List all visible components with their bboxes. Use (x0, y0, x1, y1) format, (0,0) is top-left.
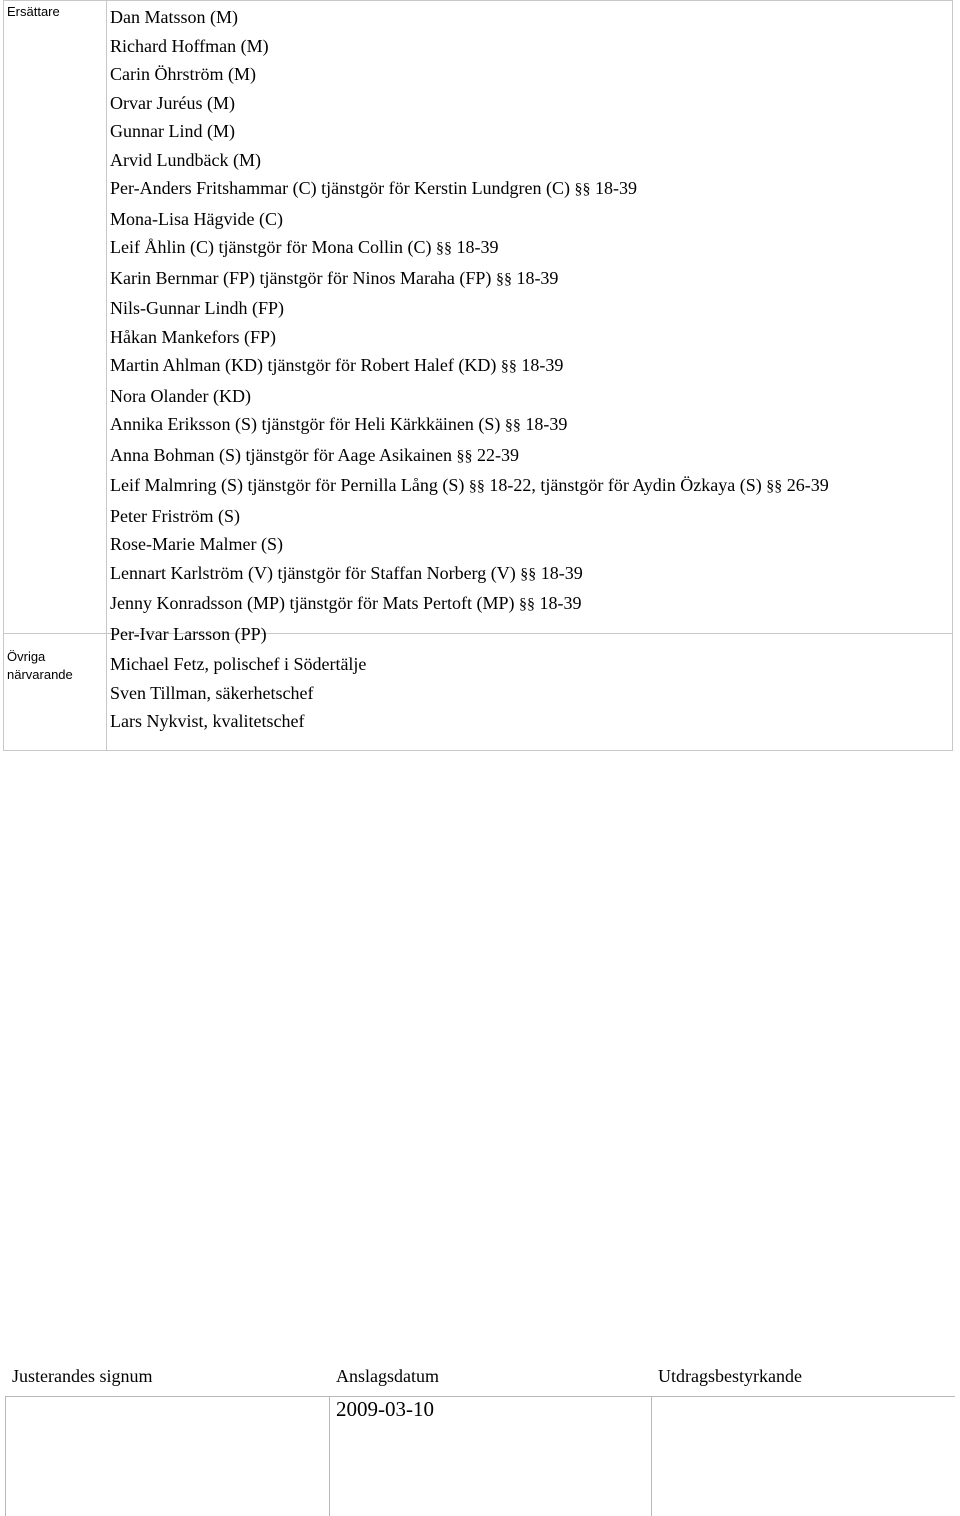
ersattare-item (110, 89, 952, 118)
ovriga-label-line2: närvarande (7, 667, 73, 682)
line-text: Per-Ivar Larsson (PP) (110, 623, 267, 644)
ersattare-item (110, 323, 952, 352)
ersattare-item (110, 589, 952, 620)
line-text: Dan Matsson (M) (110, 7, 238, 27)
ovriga-label-line1: Övriga (7, 649, 46, 664)
ersattare-item (110, 294, 952, 323)
ersattare-item (110, 441, 952, 472)
line-text: Orvar Juréus (M) (110, 92, 235, 113)
justerandes-signum-label: Justerandes signum (12, 1366, 153, 1386)
line-text: Anna Bohman (S) tjänstgör för Aage Asikainen (110, 444, 452, 465)
ovriga-label (4, 634, 107, 750)
ovriga-item (110, 679, 952, 708)
section-symbol: §§ (468, 478, 485, 495)
section-symbol: §§ (504, 417, 521, 434)
line-paragraphs: 18-39 (539, 593, 582, 613)
line-text: Rose-Marie Malmer (S) (110, 534, 283, 554)
line-text: Lars Nykvist, kvalitetschef (110, 711, 305, 731)
ovriga-item (110, 650, 952, 679)
line-paragraphs: 18-39 (521, 355, 564, 375)
line-paragraphs: 18-39 (456, 237, 499, 257)
signature-column-1 (5, 1397, 6, 1516)
section-symbol: §§ (456, 447, 473, 465)
line-text: Annika Eriksson (S) tjänstgör för Heli Kärkkäinen (S) (110, 414, 501, 434)
ersattare-item (110, 530, 952, 559)
line-text: Karin Bernmar (FP) tjänstgör för Ninos Maraha (FP) (110, 267, 492, 288)
line-text: Nils-Gunnar Lindh (FP) (110, 298, 284, 318)
section-symbol: §§ (518, 596, 535, 613)
line-text: Gunnar Lind (M) (110, 121, 235, 141)
ovriga-row (3, 633, 953, 751)
line-paragraphs: 26-39 (786, 475, 829, 495)
line-text: Jenny Konradsson (MP) tjänstgör för Mats Pertoft (MP) (110, 593, 515, 613)
ersattare-item (110, 502, 952, 531)
section-symbol: §§ (520, 565, 537, 583)
attendance-table (3, 0, 953, 751)
line-paragraphs: 22-39 (476, 444, 519, 465)
ersattare-item (110, 117, 952, 146)
signature-column-3 (651, 1397, 652, 1516)
section-symbol: §§ (495, 270, 512, 288)
line-paragraphs: 18-39 (540, 562, 583, 583)
ersattare-item (110, 233, 952, 264)
signature-box (5, 1396, 955, 1516)
line-text: Per-Anders Fritshammar (C) tjänstgör för Kerstin Lundgren (C) (110, 178, 571, 198)
line-text: Michael Fetz, polischef i Södertälje (110, 654, 367, 674)
ersattare-item (110, 382, 952, 411)
line-text: Arvid Lundbäck (M) (110, 149, 261, 170)
line-text: Nora Olander (KD) (110, 385, 251, 406)
line-text: Leif Malmring (S) tjänstgör för Pernilla Lång (S) (110, 475, 465, 495)
anslagsdatum-label: Anslagsdatum (336, 1366, 439, 1386)
line-text: Carin Öhrström (M) (110, 64, 256, 84)
ersattare-item (110, 410, 952, 441)
signature-column-2 (329, 1397, 330, 1516)
utdragsbestyrkande-label: Utdragsbestyrkande (658, 1366, 802, 1386)
line-text: Peter Friström (S) (110, 505, 240, 526)
section-symbol: §§ (435, 240, 452, 257)
section-symbol: §§ (500, 358, 517, 375)
anslagsdatum-value: 2009-03-10 (336, 1397, 434, 1421)
ersattare-item (110, 146, 952, 175)
line-paragraphs: 18-39 (516, 267, 559, 288)
ersattare-label: Ersättare (4, 1, 107, 633)
line-paragraphs: 18-22, tjänstgör för Aydin Özkaya (S) (489, 475, 762, 495)
ersattare-item (110, 559, 952, 590)
ersattare-item (110, 264, 952, 295)
ersattare-row (3, 0, 953, 644)
section-symbol: §§ (574, 181, 591, 198)
ersattare-item (110, 60, 952, 89)
line-text: Martin Ahlman (KD) tjänstgör för Robert Halef (KD) (110, 355, 497, 375)
section-symbol: §§ (766, 478, 783, 495)
ovriga-list (107, 634, 952, 750)
line-text: Mona-Lisa Hägvide (C) (110, 208, 283, 229)
line-text: Lennart Karlström (V) tjänstgör för Staffan Norberg (V) (110, 562, 516, 583)
ersattare-item (110, 174, 952, 205)
ersattare-item (110, 205, 952, 234)
line-text: Sven Tillman, säkerhetschef (110, 682, 314, 703)
ersattare-item (110, 3, 952, 32)
ersattare-item (110, 471, 952, 502)
ersattare-item (110, 32, 952, 61)
line-paragraphs: 18-39 (525, 414, 568, 434)
line-text: Richard Hoffman (M) (110, 35, 269, 56)
ersattare-list (107, 1, 952, 644)
ovriga-item (110, 707, 952, 736)
footer-labels (0, 1366, 960, 1392)
line-text: Leif Åhlin (C) tjänstgör för Mona Collin (C) (110, 237, 432, 257)
line-text: Håkan Mankefors (FP) (110, 326, 276, 347)
ersattare-item (110, 351, 952, 382)
line-paragraphs: 18-39 (595, 178, 638, 198)
